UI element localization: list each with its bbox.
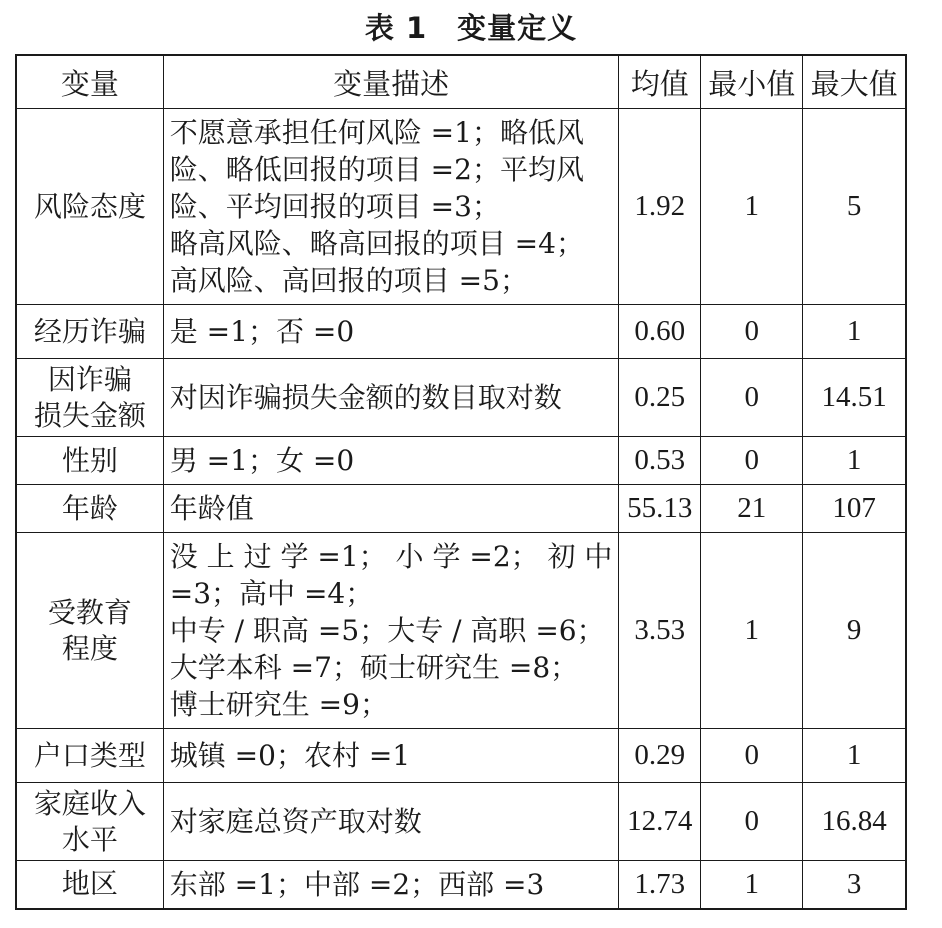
variable-description-line: 险、平均回报的项目 =3； [169, 190, 500, 223]
variable-description [163, 729, 619, 783]
max-value: 9 [803, 533, 906, 729]
mean-value: 0.29 [619, 729, 701, 783]
variable-name-line: 因诈骗 [47, 362, 132, 396]
table-row [16, 783, 906, 861]
variable-name-line: 家庭收入 [33, 786, 146, 820]
variable-description-line: 男 =1；女 =0 [169, 444, 355, 477]
mean-value: 1.73 [619, 861, 701, 909]
variable-description-line: 大学本科 =7；硕士研究生 =8； [169, 651, 579, 684]
max-value: 5 [803, 109, 906, 305]
variable-description-line: 城镇 =0；农村 =1 [169, 739, 411, 772]
max-value: 3 [803, 861, 906, 909]
max-value: 1 [803, 729, 906, 783]
variable-description-line: 不愿意承担任何风险 =1；略低风 [169, 116, 584, 149]
mean-value: 0.53 [619, 437, 701, 485]
header-min: 最小值 [701, 55, 803, 109]
variable-name-line: 性别 [61, 443, 118, 477]
table-row [16, 729, 906, 783]
variable-name [16, 359, 163, 437]
table-row [16, 861, 906, 909]
min-value: 21 [701, 485, 803, 533]
variable-name [16, 533, 163, 729]
variable-description [163, 533, 619, 729]
variable-description-line: 对因诈骗损失金额的数目取对数 [169, 381, 562, 414]
variable-name-line: 水平 [61, 822, 118, 856]
max-value: 14.51 [803, 359, 906, 437]
min-value: 0 [701, 783, 803, 861]
table-row [16, 359, 906, 437]
variable-name-line: 地区 [61, 867, 118, 901]
variable-description-line: 对家庭总资产取对数 [169, 805, 422, 838]
min-value: 1 [701, 533, 803, 729]
variable-name-line: 经历诈骗 [33, 314, 146, 348]
variable-name [16, 109, 163, 305]
table-row [16, 533, 906, 729]
max-value: 1 [803, 437, 906, 485]
min-value: 0 [701, 437, 803, 485]
min-value: 0 [701, 359, 803, 437]
variable-name-line: 程度 [61, 631, 118, 665]
mean-value: 1.92 [619, 109, 701, 305]
max-value: 107 [803, 485, 906, 533]
variable-name-line: 风险态度 [33, 189, 146, 223]
variable-description [163, 485, 619, 533]
variable-name [16, 485, 163, 533]
table-row [16, 437, 906, 485]
variable-name [16, 783, 163, 861]
table-row [16, 109, 906, 305]
variable-description-line: 高风险、高回报的项目 =5； [169, 264, 528, 297]
variable-description [163, 305, 619, 359]
header-variable: 变量 [16, 55, 163, 109]
table-caption [0, 6, 942, 47]
header-mean: 均值 [619, 55, 701, 109]
variable-description-line: 东部 =1；中部 =2；西部 =3 [169, 867, 545, 901]
mean-value: 3.53 [619, 533, 701, 729]
min-value: 1 [701, 109, 803, 305]
variable-definition-table [15, 54, 907, 910]
variable-name-line: 受教育 [47, 595, 132, 629]
table-title: 变量定义 [457, 11, 578, 45]
table-number: 表 1 [364, 11, 428, 45]
variable-description [163, 359, 619, 437]
table-row [16, 485, 906, 533]
mean-value: 55.13 [619, 485, 701, 533]
variable-name [16, 305, 163, 359]
variable-name-line: 年龄 [61, 491, 118, 525]
variable-description-line: 略高风险、略高回报的项目 =4； [169, 227, 584, 260]
variable-name-line: 户口类型 [33, 738, 146, 772]
mean-value: 0.60 [619, 305, 701, 359]
mean-value: 0.25 [619, 359, 701, 437]
mean-value: 12.74 [619, 783, 701, 861]
variable-name-line: 损失金额 [33, 398, 146, 432]
variable-description-line: 年龄值 [169, 492, 254, 525]
variable-description [163, 861, 619, 909]
min-value: 1 [701, 861, 803, 909]
variable-description-line: 中专 / 职高 =5；大专 / 高职 =6； [169, 614, 605, 647]
variable-description [163, 783, 619, 861]
variable-name [16, 861, 163, 909]
variable-name [16, 437, 163, 485]
header-description: 变量描述 [163, 55, 619, 109]
min-value: 0 [701, 729, 803, 783]
variable-description-line: =3；高中 =4； [169, 577, 374, 610]
variable-description-line: 险、略低回报的项目 =2；平均风 [169, 153, 584, 186]
variable-description [163, 109, 619, 305]
header-row [16, 55, 906, 109]
variable-description [163, 437, 619, 485]
variable-description-line: 博士研究生 =9； [169, 688, 388, 721]
max-value: 1 [803, 305, 906, 359]
variable-description-line: 没 上 过 学 =1； 小 学 =2； 初 中 [169, 540, 613, 573]
max-value: 16.84 [803, 783, 906, 861]
min-value: 0 [701, 305, 803, 359]
header-max: 最大值 [803, 55, 906, 109]
variable-name [16, 729, 163, 783]
table-row [16, 305, 906, 359]
variable-description-line: 是 =1；否 =0 [169, 315, 355, 348]
